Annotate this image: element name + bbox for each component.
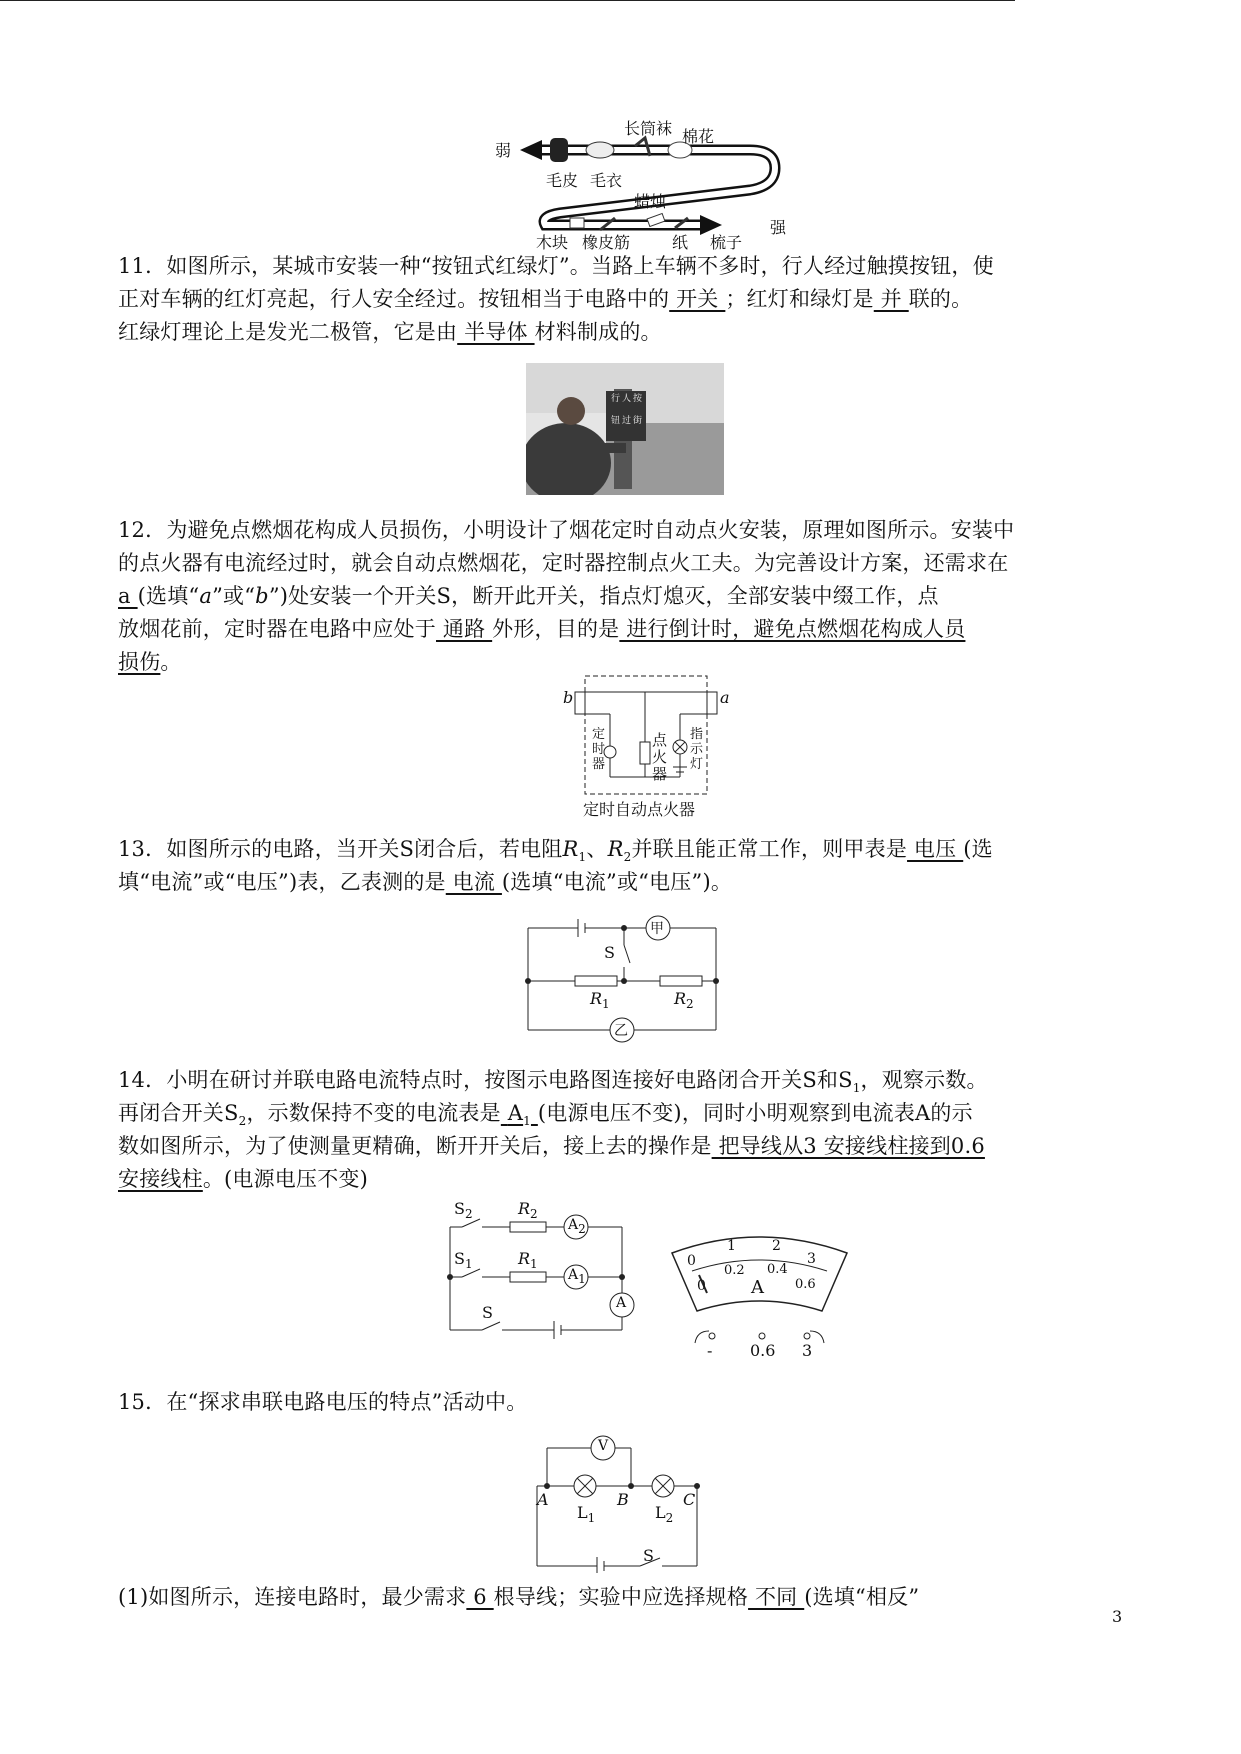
- series-label-paper: 纸: [672, 233, 689, 252]
- q12-line1: 12．为避免点燃烟花构成人员损伤，小明设计了烟花定时自动点火安装，原理如图所示。安装中: [118, 518, 1015, 542]
- q15-answer-1: 6: [466, 1585, 494, 1609]
- s2-label: $S_2$: [454, 1199, 473, 1222]
- point-a-label: a: [720, 688, 730, 707]
- meter-bottom-tick-3: 0.6: [795, 1277, 816, 1292]
- meter-unit: A: [751, 1277, 764, 1298]
- r1-label: $R_1$: [518, 1249, 538, 1272]
- s1-label: $S_1$: [454, 1249, 473, 1272]
- triboelectric-series-figure: [495, 118, 790, 252]
- q12-answer-1: a: [118, 584, 138, 608]
- q14-answer-2b: 安接线柱: [118, 1167, 203, 1191]
- series-label-fur: 毛皮: [546, 171, 579, 190]
- question-13: [118, 833, 1128, 899]
- meter-top-tick-0: 0: [687, 1253, 696, 1269]
- point-b-label: b: [563, 688, 574, 707]
- q12-answer-3a: 进行倒计时，避免点燃烟花构成人员: [619, 617, 966, 641]
- lamp-label: 指示灯: [690, 727, 704, 772]
- q15-sub1: (1)如图所示，连接电路时，最少需求 6 根导线；实验中应选择规格 不同 (选填“相反”: [118, 1585, 920, 1609]
- q11-line1: 11．如图所示，某城市安装一种“按钮式红绿灯”。当路上车辆不多时，行人经过触摸按钮，使: [118, 254, 994, 278]
- l2-label: $L_2$: [655, 1503, 674, 1526]
- q12-line3: a (选填“a”或“b”)处安装一个开关S，断开此开关，指点灯熄灭，全部安装中缀工作，点: [118, 584, 939, 608]
- meter-yi-label: 乙: [614, 1023, 628, 1039]
- series-label-cotton: 棉花: [682, 127, 715, 146]
- a-label: A: [616, 1295, 627, 1311]
- switch-s-label: S: [604, 943, 615, 962]
- meter-top-tick-1: 1: [727, 1238, 736, 1254]
- q14-circuit-figure: [442, 1199, 642, 1340]
- q15-circuit-figure: [535, 1428, 715, 1573]
- point-a-label: A: [537, 1490, 549, 1509]
- r1-label: $R_1$: [590, 989, 610, 1012]
- series-label-sweater: 毛衣: [590, 171, 623, 190]
- q13-answer-2: 电流: [445, 870, 502, 894]
- page-number: 3: [1112, 1607, 1123, 1626]
- point-c-label: C: [683, 1490, 696, 1509]
- crosswalk-sign: 行 人 按 钮 过 街: [610, 394, 642, 426]
- series-label-comb: 梳子: [710, 233, 743, 252]
- ammeter-dial-figure: [667, 1233, 852, 1358]
- q12-answer-3b: 损伤: [118, 650, 161, 674]
- series-label-wood: 木块: [536, 233, 569, 252]
- q15-answer-2: 不同: [748, 1585, 805, 1609]
- a2-label: $A_2$: [568, 1217, 586, 1236]
- crosswalk-button-photo: [526, 363, 724, 495]
- q14-line4: 安接线柱。(电源电压不变): [118, 1167, 368, 1191]
- r2-label: $R_2$: [674, 989, 694, 1012]
- meter-jia-label: 甲: [650, 921, 664, 937]
- ignition-figure-caption: 定时自动点火器: [583, 800, 696, 819]
- question-11: [118, 250, 1128, 349]
- meter-bottom-tick-2: 0.4: [767, 1262, 788, 1277]
- q15-line1: 15．在“探求串联电路电压的特点”活动中。: [118, 1390, 528, 1414]
- question-14: [118, 1064, 1128, 1196]
- q11-line2: 正对车辆的红灯亮起，行人安全经过。按钮相当于电路中的 开关 ；红灯和绿灯是 并 联的。: [118, 287, 973, 311]
- igniter-label: 点火器: [652, 731, 668, 783]
- r2-label: $R_2$: [518, 1199, 538, 1222]
- series-label-strong: 强: [770, 218, 787, 237]
- header-rule: [0, 0, 1015, 1]
- series-label-stocking: 长筒袜: [624, 119, 673, 138]
- q11-line3: 红绿灯理论上是发光二极管，它是由 半导体 材料制成的。: [118, 320, 662, 344]
- q12-line4: 放烟花前，定时器在电路中应处于 通路 外形，目的是 进行倒计时，避免点燃烟花构成人员: [118, 617, 966, 641]
- meter-bottom-tick-1: 0.2: [724, 1263, 745, 1278]
- meter-bottom-tick-0: 0: [697, 1278, 706, 1294]
- q13-circuit-figure: [520, 915, 720, 1043]
- q13-answer-1: 电压: [907, 837, 964, 861]
- meter-top-tick-2: 2: [772, 1238, 781, 1254]
- q14-line3: 数如图所示，为了使测量更精确，断开开关后，接上去的操作是 把导线从3 安接线柱接到0.6: [118, 1134, 985, 1158]
- terminal-0-6: 0.6: [750, 1341, 776, 1360]
- q11-answer-3: 半导体: [457, 320, 535, 344]
- q12-answer-2: 通路: [436, 617, 493, 641]
- series-label-candle: 蜡烛: [634, 192, 667, 211]
- voltmeter-label: V: [598, 1438, 609, 1454]
- q14-answer-1: $A_1$: [507, 1101, 531, 1129]
- timer-label: 定时器: [592, 727, 606, 772]
- l1-label: $L_1$: [577, 1503, 596, 1526]
- terminal-minus: -: [707, 1341, 713, 1360]
- q14-line2: 再闭合开关$S_2$，示数保持不变的电流表是 $A_1$ (电源电压不变)，同时小明观察到电流表A的示: [118, 1101, 973, 1129]
- q11-answer-1: 开关: [669, 287, 726, 311]
- series-label-rubber: 橡皮筋: [582, 233, 631, 252]
- a1-label: $A_1$: [568, 1267, 586, 1286]
- q13-line1: 13．如图所示的电路，当开关S闭合后，若电阻$R_1$、$R_2$并联且能正常工作，则甲表是 电压 (选: [118, 837, 993, 865]
- ignition-circuit-figure: [563, 672, 730, 819]
- s-label: S: [482, 1303, 493, 1322]
- q14-line1: 14．小明在研讨并联电路电流特点时，按图示电路图连接好电路闭合开关S和$S_1$，观察示数。: [118, 1068, 988, 1096]
- q12-line5: 损伤。: [118, 650, 182, 674]
- question-12: [118, 514, 1128, 679]
- q13-line2: 填“电流”或“电压”)表，乙表测的是 电流 (选填“电流”或“电压”)。: [118, 870, 733, 894]
- switch-s-label: S: [643, 1546, 654, 1565]
- q14-answer-2a: 把导线从3 安接线柱接到0.6: [711, 1134, 985, 1158]
- meter-top-tick-3: 3: [807, 1251, 816, 1267]
- question-15: [118, 1386, 1128, 1419]
- series-label-weak: 弱: [495, 141, 512, 160]
- terminal-3: 3: [802, 1341, 813, 1360]
- q11-answer-2: 并: [873, 287, 909, 311]
- point-b-label: B: [617, 1490, 629, 1509]
- q12-line2: 的点火器有电流经过时，就会自动点燃烟花，定时器控制点火工夫。为完善设计方案，还需求在: [118, 551, 1009, 575]
